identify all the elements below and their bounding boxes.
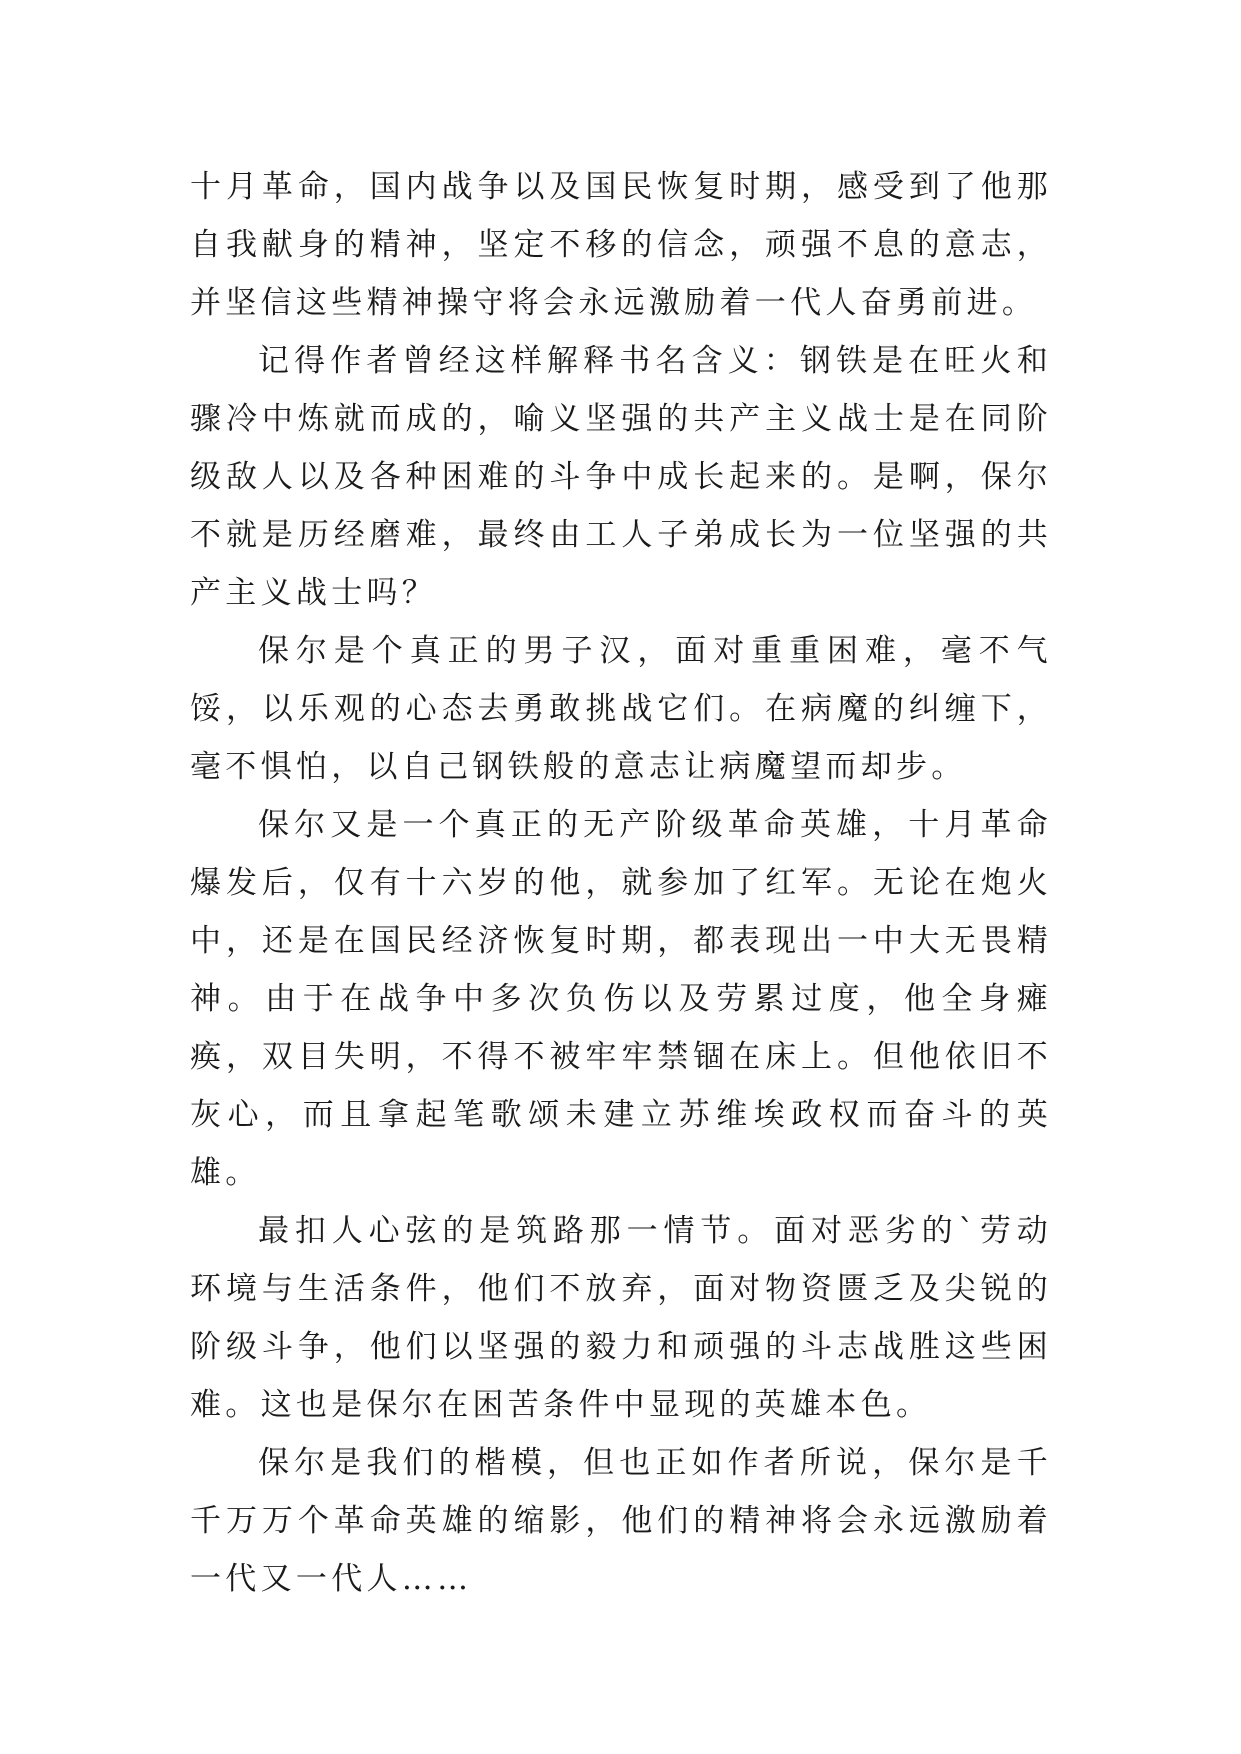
- paragraph-1: 十月革命，国内战争以及国民恢复时期，感受到了他那自我献身的精神，坚定不移的信念，顽强不息的意志，并坚信这些精神操守将会永远激励着一代人奋勇前进。: [190, 169, 1052, 321]
- document-page: [190, 158, 1052, 1608]
- paragraph-2: 记得作者曾经这样解释书名含义：钢铁是在旺火和骤冷中炼就而成的，喻义坚强的共产主义战士是在同阶级敌人以及各种困难的斗争中成长起来的。是啊，保尔不就是历经磨难，最终由工人子弟成长为一位坚强的共产主义战士吗？: [190, 343, 1052, 611]
- paragraph-6: 保尔是我们的楷模，但也正如作者所说，保尔是千千万万个革命英雄的缩影，他们的精神将会永远激励着一代又一代人……: [190, 1445, 1052, 1597]
- paragraph-3: 保尔是个真正的男子汉，面对重重困难，毫不气馁，以乐观的心态去勇敢挑战它们。在病魔的纠缠下，毫不惧怕，以自己钢铁般的意志让病魔望而却步。: [190, 633, 1052, 785]
- paragraph-5: 最扣人心弦的是筑路那一情节。面对恶劣的`劳动环境与生活条件，他们不放弃，面对物资匮乏及尖锐的阶级斗争，他们以坚强的毅力和顽强的斗志战胜这些困难。这也是保尔在困苦条件中显现的英雄本色。: [190, 1213, 1052, 1423]
- paragraph-4: 保尔又是一个真正的无产阶级革命英雄，十月革命爆发后，仅有十六岁的他，就参加了红军。无论在炮火中，还是在国民经济恢复时期，都表现出一中大无畏精神。由于在战争中多次负伤以及劳累过度，他全身瘫痪，双目失明，不得不被牢牢禁锢在床上。但他依旧不灰心，而且拿起笔歌颂未建立苏维埃政权而奋斗的英雄。: [190, 807, 1052, 1191]
